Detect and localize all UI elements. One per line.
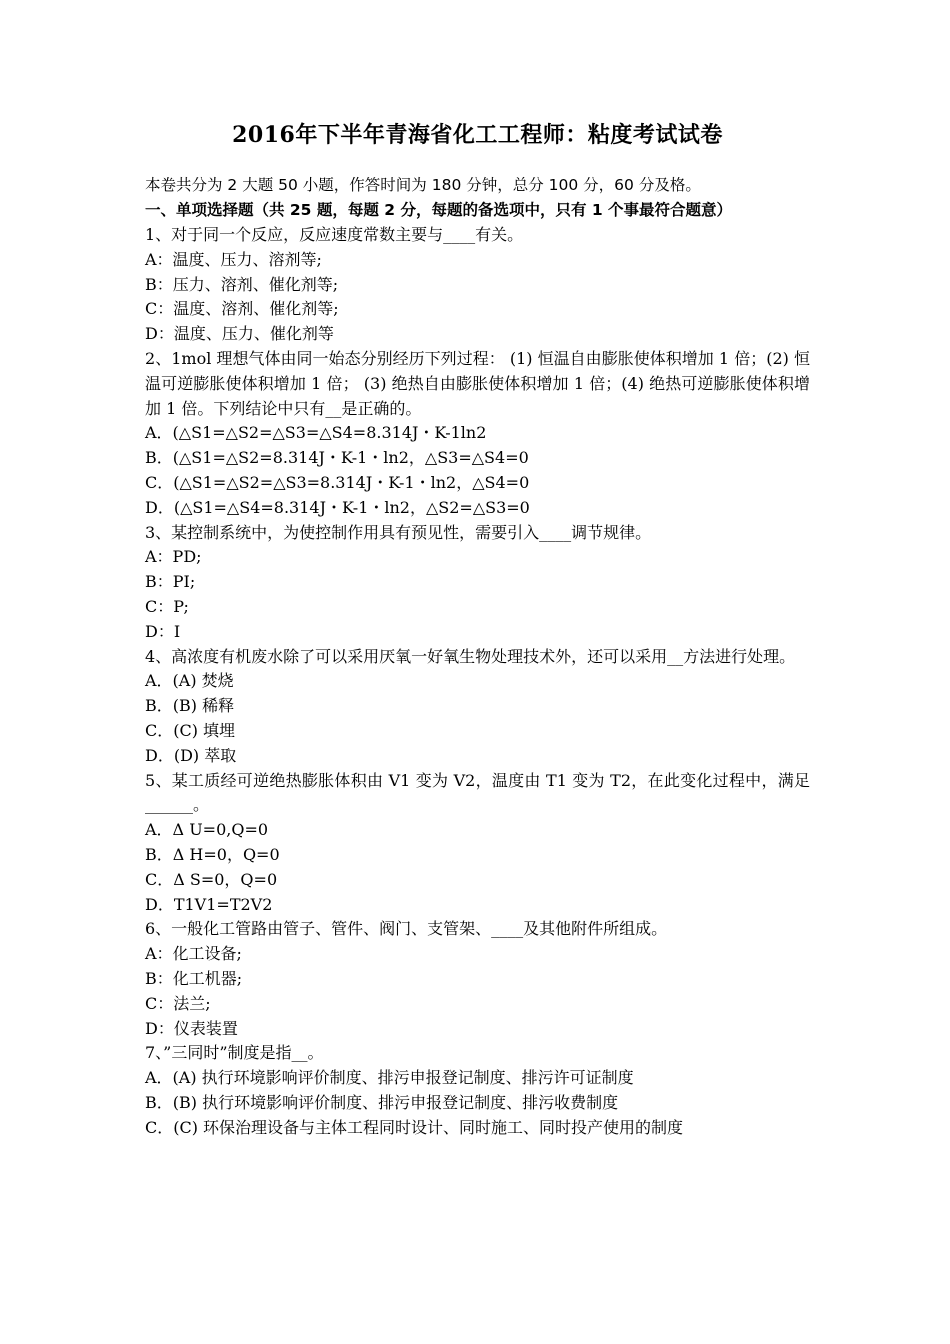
option-c: C：温度、溶剂、催化剂等; — [145, 299, 339, 319]
option-d: D：温度、压力、催化剂等 — [145, 324, 334, 344]
question-1 — [145, 223, 810, 347]
option-c: C：法兰; — [145, 993, 211, 1013]
option-b: B．Δ H=0，Q=0 — [145, 844, 280, 864]
question-6 — [145, 917, 810, 1041]
question-stem: 2、1mol 理想气体由同一始态分别经历下列过程： (1) 恒温自由膨胀使体积增加 1 倍；(2) 恒温可逆膨胀使体积增加 1 倍； (3) 绝热自由膨胀使体积增加 1 倍；(4) 绝热可逆膨胀使体积增加 1 倍。下列结论中只有__是正确的。 — [145, 348, 810, 418]
option-b: B：PI; — [145, 572, 196, 592]
option-b: B．(△S1=△S2=8.314J・K-1・ln2，△S3=△S4=0 — [145, 448, 529, 468]
option-b: B．(B) 稀释 — [145, 696, 235, 716]
option-a: A：化工设备; — [145, 944, 242, 964]
option-a: A．(A) 焚烧 — [145, 671, 234, 691]
document-title: 2016年下半年青海省化工工程师：粘度考试试卷 — [232, 122, 723, 148]
option-b: B：压力、溶剂、催化剂等; — [145, 274, 339, 294]
option-a: A．(A) 执行环境影响评价制度、排污申报登记制度、排污许可证制度 — [145, 1068, 634, 1088]
question-7 — [145, 1041, 810, 1140]
option-c: C．Δ S=0，Q=0 — [145, 869, 278, 889]
option-b: B：化工机器; — [145, 968, 243, 988]
question-stem: 7、”三同时”制度是指__。 — [145, 1043, 324, 1063]
exam-intro: 本卷共分为 2 大题 50 小题，作答时间为 180 分钟，总分 100 分，60 分及格。 — [145, 176, 701, 194]
option-d: D．T1V1=T2V2 — [145, 894, 273, 914]
section-header: 一、单项选择题（共 25 题，每题 2 分，每题的备选项中，只有 1 个事最符合题意） — [145, 201, 733, 219]
question-stem: 6、一般化工管路由管子、管件、阀门、支管架、____及其他附件所组成。 — [145, 919, 668, 939]
option-a: A：温度、压力、溶剂等; — [145, 249, 322, 269]
option-d: D．(D) 萃取 — [145, 745, 237, 765]
option-c: C．(△S1=△S2=△S3=8.314J・K-1・ln2，△S4=0 — [145, 472, 530, 492]
question-3 — [145, 521, 810, 645]
question-4 — [145, 645, 810, 769]
option-a: A：PD; — [145, 547, 202, 567]
question-stem: 5、某工质经可逆绝热膨胀体积由 V1 变为 V2，温度由 T1 变为 T2，在此变化过程中，满足______。 — [145, 770, 810, 815]
option-a: A．(△S1=△S2=△S3=△S4=8.314J・K-1ln2 — [145, 423, 487, 443]
option-b: B．(B) 执行环境影响评价制度、排污申报登记制度、排污收费制度 — [145, 1092, 619, 1112]
question-stem: 3、某控制系统中，为使控制作用具有预见性，需要引入____调节规律。 — [145, 522, 652, 542]
option-c: C：P; — [145, 596, 189, 616]
option-c: C．(C) 填埋 — [145, 720, 236, 740]
document-page — [145, 118, 810, 1140]
option-a: A．Δ U=0,Q=0 — [145, 820, 269, 840]
option-d: D：I — [145, 621, 181, 641]
question-stem: 1、对于同一个反应，反应速度常数主要与____有关。 — [145, 225, 524, 244]
option-d: D：仪表装置 — [145, 1018, 238, 1038]
question-2 — [145, 347, 810, 521]
question-5 — [145, 769, 810, 918]
question-stem: 4、高浓度有机废水除了可以采用厌氧一好氧生物处理技术外，还可以采用__方法进行处理。 — [145, 646, 796, 666]
option-d: D．(△S1=△S4=8.314J・K-1・ln2，△S2=△S3=0 — [145, 497, 530, 517]
option-c: C．(C) 环保治理设备与主体工程同时设计、同时施工、同时投产使用的制度 — [145, 1117, 684, 1137]
